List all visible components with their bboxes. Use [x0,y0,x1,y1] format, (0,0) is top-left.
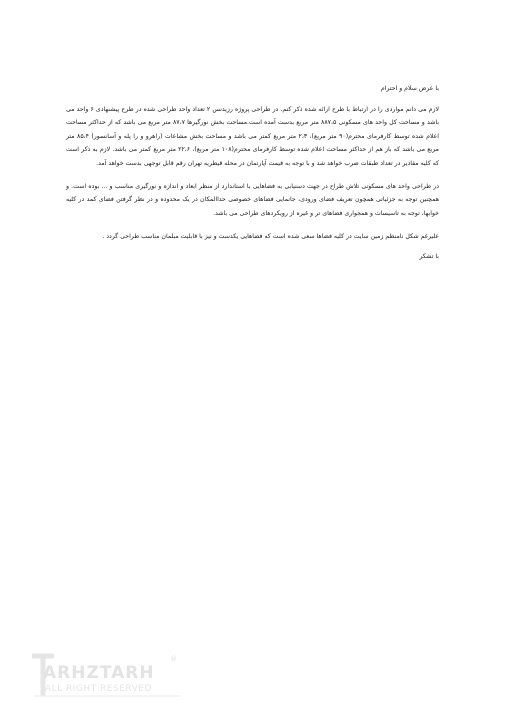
letter-body [66,82,439,264]
letter-closing: با تشکر [419,252,439,260]
letter-paragraph-3: علیرغم شکل نامنظم زمین سایت در کلیه فضاها سعی شده است که فضاهایی یکدست و نیز با قابلیت مبلمان مناسب طراحی گردد . [102,233,439,241]
watermark-brand: ARHZTARH [43,663,155,683]
letter-greeting: با عرض سلام و احترام [380,85,439,92]
letter-paragraph-2: در طراحی واحد های مسکونی تلاش طراح در جهت دستیابی به فضاهایی با استاندارد از منظر ابعاد و اندازه و نورگیری مناسب و ... بوده است. و همچنین توجه به جزئیاتی همچون تعریف فضای ورودی، جانمایی فضاهای خصوصی حداالمکان در یک محدوده و در نظر گرفتن فضای کمد در کلیه خوابها، توجه به تاسیسات و همجواری فضاهای تر و غیره از رویکردهای طراحی می باشد. [66,182,439,217]
watermark-subtitle: ALL RIGHT RESERVED [45,684,152,694]
letter-paragraph-1: لازم می دانم مواردی را در ارتباط با طرح ارائه شده ذکر کنم. در طراحی پروژه رزیدنس ۲ تعداد واحد طراحی شده در طرح پیشنهادی ۶ واحد می باشد و مساحت کل واحد های مسکونی ۸۸۷،۵ متر مربع بدست آمده است.مساحت بخش نورگیرها ۸۷،۷ متر مربع می باشد که از حداکثر مساحت اعلام شده توسط کارفرمای محترم(۹۰ متر مربع)، ۲،۳ متر مربع کمتر می باشد و مساحت بخش مشاعات (راهرو و را پله و آسانسور) ۸۵،۴ متر مربع می باشد که باز هم از حداکثر مساحت اعلام شده توسط کارفرمای محترم(۱۰۸ متر مربع)، ۲۲،۶ متر مربع کمتر می باشد. لازم به ذکر است که کلیه مقادیر در تعداد طبقات ضرب خواهد شد و با توجه به قیمت آپارتمان در محله قیطریه تهران رقم قابل توجهی بدست خواهد آمد. [66,105,440,167]
watermark-registered-mark: ® [170,655,177,663]
